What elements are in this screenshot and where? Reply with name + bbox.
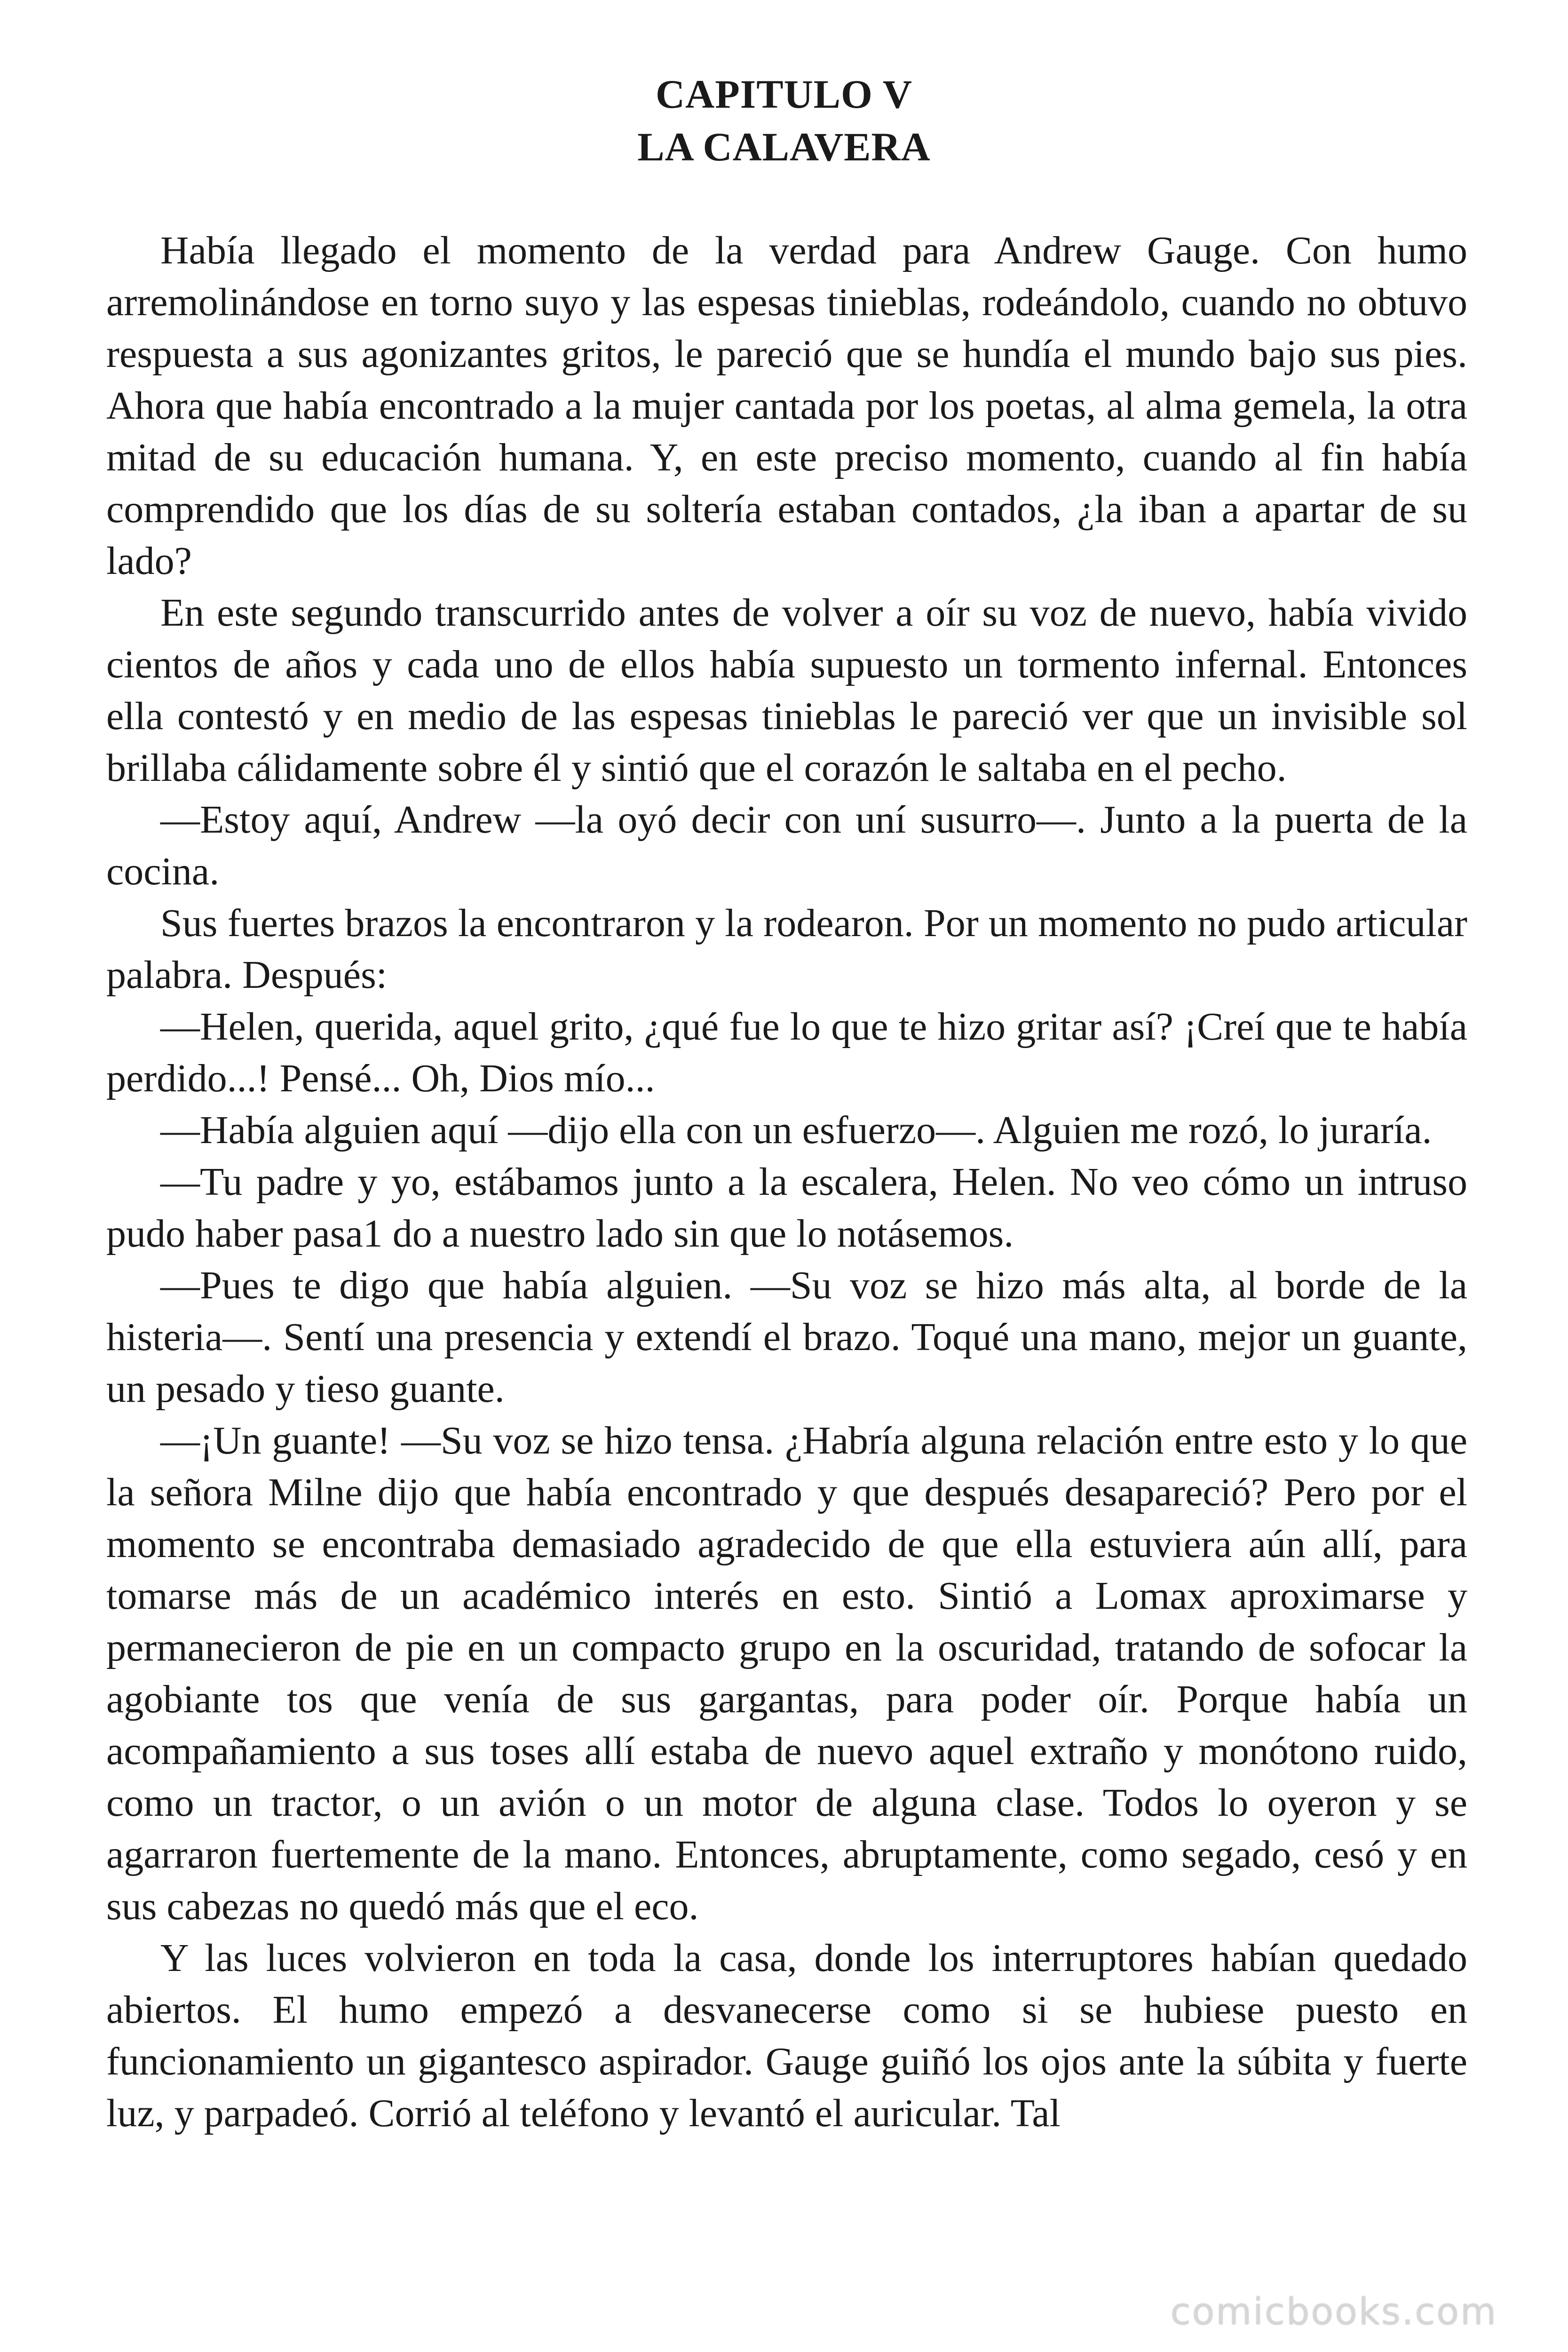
- watermark: comicbooks.com: [1170, 2291, 1497, 2333]
- chapter-title: LA CALAVERA: [637, 124, 931, 169]
- paragraph-6: —Había alguien aquí —dijo ella con un esfuerzo—. Alguien me rozó, lo juraría.: [160, 1108, 1432, 1152]
- paragraph-4: Sus fuertes brazos la encontraron y la rodearon. Por un momento no pudo articular palabra. Después:: [106, 901, 1467, 997]
- chapter-number: CAPITULO V: [656, 72, 912, 117]
- paragraph-7: —Tu padre y yo, estábamos junto a la escalera, Helen. No veo cómo un intruso pudo haber pasa1 do a nuestro lado sin que lo notásemos.: [106, 1160, 1467, 1255]
- paragraph-2: En este segundo transcurrido antes de volver a oír su voz de nuevo, había vivido cientos de años y cada uno de ellos había supuesto un tormento infernal. Entonces ella contestó y en medio de las espesas tinieblas le pareció ver que un invisible sol brillaba cálidamente sobre él y sintió que el corazón le saltaba en el pecho.: [106, 591, 1467, 790]
- chapter-body: [106, 225, 1467, 2139]
- paragraph-9: —¡Un guante! —Su voz se hizo tensa. ¿Habría alguna relación entre esto y lo que la señora Milne dijo que había encontrado y que después desapareció? Pero por el momento se encontraba demasiado agradecido de que ella estuviera aún allí, para tomarse más de un académico interés en esto. Sintió a Lomax aproximarse y permanecieron de pie en un compacto grupo en la oscuridad, tratando de sofocar la agobiante tos que venía de sus gargantas, para poder oír. Porque había un acompañamiento a sus toses allí estaba de nuevo aquel extraño y monótono ruido, como un tractor, o un avión o un motor de alguna clase. Todos lo oyeron y se agarraron fuertemente de la mano. Entonces, abruptamente, como segado, cesó y en sus cabezas no quedó más que el eco.: [106, 1419, 1467, 1928]
- paragraph-8: —Pues te digo que había alguien. —Su voz se hizo más alta, al borde de la histeria—. Sentí una presencia y extendí el brazo. Toqué una mano, mejor un guante, un pesado y tieso guante.: [106, 1263, 1467, 1411]
- paragraph-1: Había llegado el momento de la verdad para Andrew Gauge. Con humo arremolinándose en torno suyo y las espesas tinieblas, rodeándolo, cuando no obtuvo respuesta a sus agonizantes gritos, le pareció que se hundía el mundo bajo sus pies. Ahora que había encontrado a la mujer cantada por los poetas, al alma gemela, la otra mitad de su educación humana. Y, en este preciso momento, cuando al fin había comprendido que los días de su soltería estaban contados, ¿la iban a apartar de su lado?: [106, 229, 1467, 583]
- paragraph-10: Y las luces volvieron en toda la casa, donde los interruptores habían quedado abiertos. El humo empezó a desvanecerse como si se hubiese puesto en funcionamiento un gigantesco aspirador. Gauge guiñó los ojos ante la súbita y fuerte luz, y parpadeó. Corrió al teléfono y levantó el auricular. Tal: [106, 1936, 1467, 2135]
- paragraph-5: —Helen, querida, aquel grito, ¿qué fue lo que te hizo gritar así? ¡Creí que te había perdido...! Pensé... Oh, Dios mío...: [106, 1005, 1467, 1100]
- paragraph-3: —Estoy aquí, Andrew —la oyó decir con uní susurro—. Junto a la puerta de la cocina.: [106, 798, 1467, 893]
